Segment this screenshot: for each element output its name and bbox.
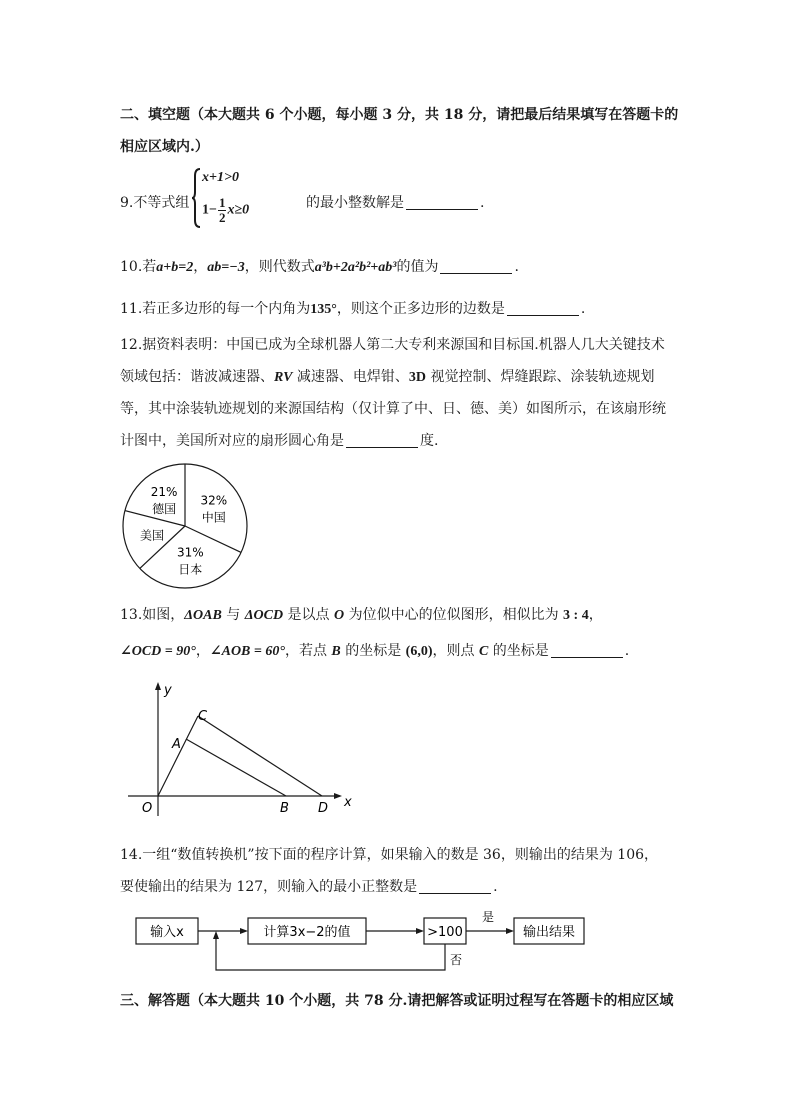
section3-heading: 三、解答题（本大题共 10 个小题，共 78 分.请把解答或证明过程写在答题卡的相应区域 [120, 993, 674, 1009]
pie-slice-name: 中国 [201, 510, 226, 525]
q13-line1-e: ， [588, 607, 603, 623]
label-d: D [318, 801, 329, 816]
q12-line2-a: 领域包括：谐波减速器、 [120, 369, 274, 385]
x-axis-arrow-icon [334, 793, 342, 799]
q13-line2-b: ，若点 [284, 643, 332, 659]
answer-blank-14[interactable] [419, 879, 491, 894]
q12-line4-b: 度. [420, 433, 439, 449]
answer-blank-11[interactable] [507, 301, 579, 316]
q13-line2-d: ，则点 [432, 643, 479, 659]
label-no: 否 [449, 953, 463, 967]
pie-slice-name: 日本 [178, 562, 203, 577]
q10-suffix: 的值为 [396, 259, 439, 275]
q9-suffix: 的最小整数解是 [306, 195, 404, 211]
q12-line4 [120, 430, 438, 450]
q13-line2 [120, 640, 629, 660]
q9-prefix: 9.不等式组 [120, 195, 190, 211]
q10-sep: ， [193, 259, 208, 275]
q13-point-c: C [478, 644, 489, 659]
q11-end: . [580, 301, 586, 317]
answer-blank-12[interactable] [346, 433, 418, 448]
q13-line2-e: 的坐标是 [488, 643, 549, 659]
label-y: y [164, 683, 172, 698]
q9-end: . [480, 195, 485, 211]
q13-line1-d: 为位似中心的位似图形，相似比为 [344, 607, 564, 623]
answer-blank-10[interactable] [440, 259, 512, 274]
brace-icon [191, 168, 201, 228]
loop-line [216, 937, 445, 970]
arrow-icon [506, 928, 514, 934]
q11-suffix: ，则这个正多边形的边数是 [336, 301, 505, 317]
box-input-label: 输入x [150, 925, 184, 940]
q13-coord-b: (6,0) [405, 644, 433, 659]
q10-mid: ，则代数式 [244, 259, 315, 275]
q14-line2 [120, 876, 498, 896]
q12-line4-a: 计图中，美国所对应的扇形圆心角是 [120, 433, 344, 449]
label-x: x [344, 795, 352, 810]
segment-oc [158, 716, 198, 796]
q12-line1: 12.据资料表明：中国已成为全球机器人第二大专利来源国和目标国.机器人几大关键技术 [120, 337, 665, 353]
q10-condition-2: ab=−3 [207, 260, 245, 275]
pie-slice-percent: 31% [176, 545, 204, 560]
q13-triangle-oab: ΔOAB [184, 608, 222, 623]
question-11 [120, 298, 585, 318]
q12-3d: 3D [408, 370, 427, 385]
box-compute-label: 计算3x−2的值 [263, 925, 351, 940]
section2-heading-line2: 相应区域内.） [120, 139, 209, 155]
pie-slice-name: 美国 [139, 528, 165, 543]
segment-ab [186, 739, 286, 796]
q9-fraction [218, 196, 227, 225]
q10-prefix: 10.若 [120, 259, 157, 275]
q9-inequality-1: x+1>0 [202, 170, 239, 185]
q12-line3: 等，其中涂装轨迹规划的来源国结构（仅计算了中、日、德、美）如图所示，在该扇形统 [120, 401, 666, 417]
q9-inequality-2 [202, 196, 249, 225]
label-a: A [172, 737, 181, 752]
pie-chart [118, 460, 252, 592]
q13-ratio: 3 : 4 [563, 608, 589, 623]
q13-line1 [120, 604, 603, 624]
q14-line2-a: 要使输出的结果为 127，则输入的最小正整数是 [120, 879, 418, 895]
flowchart [130, 906, 600, 978]
q13-triangle-ocd: ΔOCD [244, 608, 284, 623]
question-10 [120, 256, 519, 276]
q9-row2-lead: 1− [202, 202, 217, 218]
q11-angle: 135° [310, 302, 337, 317]
arrow-icon [416, 928, 424, 934]
label-yes: 是 [481, 910, 495, 924]
box-output-label: 输出结果 [522, 925, 576, 940]
arrow-icon [213, 931, 219, 939]
q12-rv: RV [274, 370, 293, 385]
q9-frac-den: 2 [218, 210, 226, 225]
q13-line2-c: 的坐标是 [340, 643, 406, 659]
label-b: B [280, 801, 289, 816]
section2-heading-line1: 二、填空题（本大题共 6 个小题，每小题 3 分，共 18 分，请把最后结果填写在答题卡的 [120, 107, 679, 123]
y-axis-arrow-icon [155, 682, 161, 690]
q10-condition-1: a+b=2 [156, 260, 194, 275]
q12-line2-c: 视觉控制、焊缝跟踪、涂装轨迹规划 [426, 369, 655, 385]
q12-line2 [120, 366, 654, 386]
q10-expression: a³b+2a²b²+ab³ [314, 260, 397, 275]
label-o: O [142, 801, 153, 816]
q9-frac-num: 1 [218, 195, 226, 210]
q14-line1: 14.一组“数值转换机”按下面的程序计算，如果输入的数是 36，则输出的结果为 106， [120, 847, 659, 863]
q13-sep: ， [195, 643, 210, 659]
q13-point-b: B [331, 644, 341, 659]
q10-end: . [514, 259, 519, 275]
q13-angle-ocd: ∠OCD = 90° [120, 644, 196, 659]
q13-point-o: O [334, 608, 345, 623]
answer-blank-13[interactable] [551, 643, 623, 658]
box-compare-label: >100 [427, 925, 463, 940]
q9-row2-tail: x≥0 [227, 202, 250, 218]
q9-tail [306, 192, 484, 212]
geometry-figure [118, 676, 358, 818]
pie-slice-name: 德国 [152, 502, 177, 517]
q14-end: . [493, 879, 498, 895]
label-c: C [198, 709, 208, 724]
pie-slice-percent: 21% [150, 485, 178, 500]
q13-angle-aob: ∠AOB = 60° [209, 644, 285, 659]
q11-prefix: 11.若正多边形的每一个内角为 [120, 301, 311, 317]
arrow-icon [240, 928, 248, 934]
q13-line1-a: 13.如图， [120, 607, 185, 623]
q12-line2-b: 减速器、电焊钳、 [292, 369, 409, 385]
pie-slice-percent: 32% [200, 493, 228, 508]
q13-end: . [624, 643, 630, 659]
q13-line1-c: 是以点 [283, 607, 334, 623]
q13-line1-b: 与 [221, 607, 245, 623]
answer-blank-9[interactable] [406, 195, 478, 210]
